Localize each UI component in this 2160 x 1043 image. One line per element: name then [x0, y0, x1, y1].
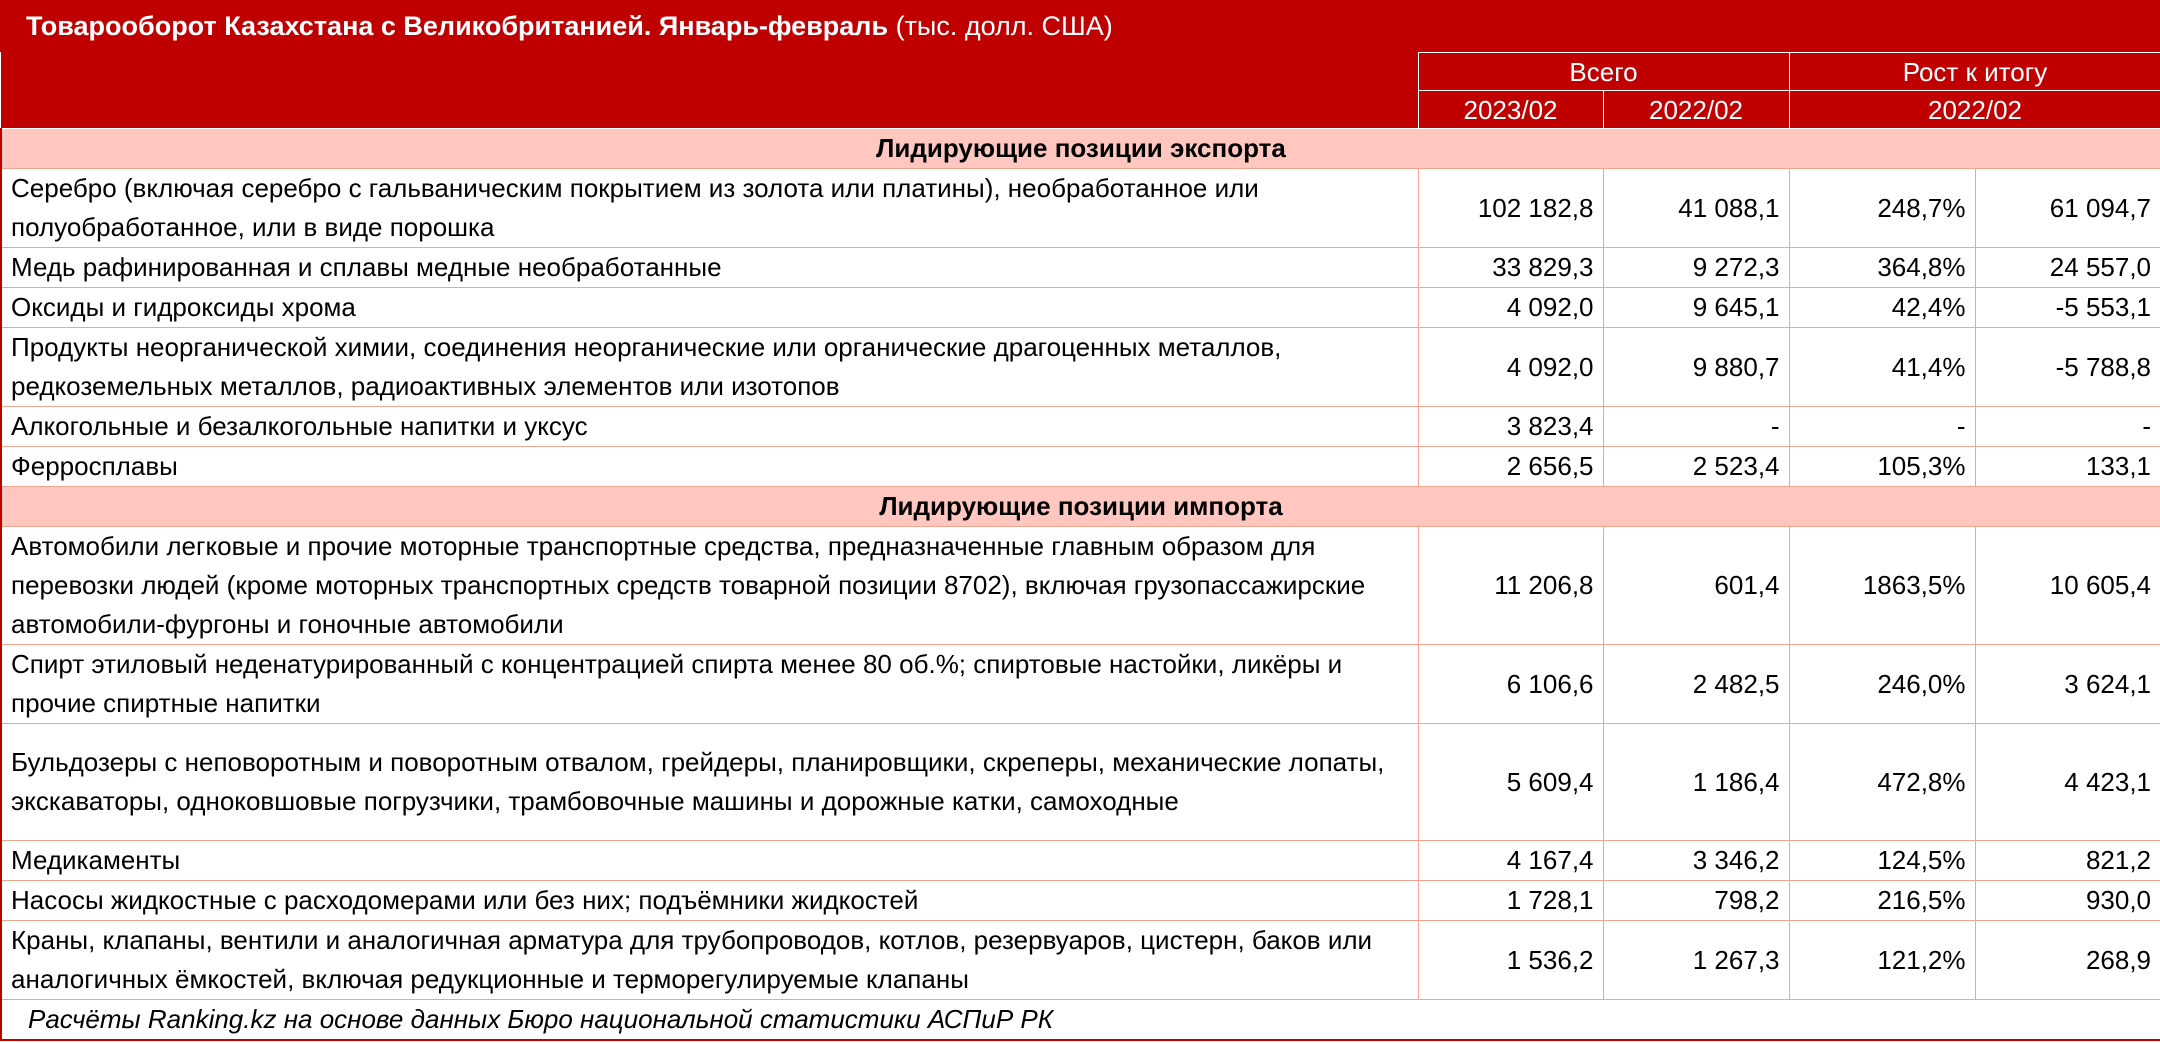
growth-diff-cell: 3 624,1: [1975, 645, 2160, 724]
growth-diff-cell: -5 788,8: [1975, 328, 2160, 407]
growth-percent-cell: 248,7%: [1789, 169, 1975, 248]
value-2023-cell: 102 182,8: [1418, 169, 1603, 248]
value-2022-cell: 798,2: [1603, 881, 1789, 921]
table-row: [1, 407, 2160, 447]
value-2023-cell: 2 656,5: [1418, 447, 1603, 487]
value-2022-cell: 1 267,3: [1603, 921, 1789, 1000]
header-growth-year: 2022/02: [1789, 91, 2160, 129]
value-2023-cell: 4 092,0: [1418, 288, 1603, 328]
table-row: [1, 248, 2160, 288]
growth-percent-cell: 105,3%: [1789, 447, 1975, 487]
table-title: [0, 0, 2160, 52]
section-header-import: [1, 487, 2160, 527]
value-2023-cell: 4 092,0: [1418, 328, 1603, 407]
value-2023-cell: 4 167,4: [1418, 841, 1603, 881]
product-name-cell: Насосы жидкостные с расходомерами или без них; подъёмники жидкостей: [1, 881, 1418, 921]
growth-diff-cell: 930,0: [1975, 881, 2160, 921]
value-2022-cell: 9 880,7: [1603, 328, 1789, 407]
header-year-2022: 2022/02: [1603, 91, 1789, 129]
growth-percent-cell: 1863,5%: [1789, 527, 1975, 645]
section-label: Лидирующие позиции импорта: [1, 487, 2160, 527]
header-growth: Рост к итогу: [1789, 53, 2160, 91]
value-2022-cell: 1 186,4: [1603, 724, 1789, 841]
value-2022-cell: 2 482,5: [1603, 645, 1789, 724]
product-name-cell: Медь рафинированная и сплавы медные необработанные: [1, 248, 1418, 288]
growth-diff-cell: -: [1975, 407, 2160, 447]
table-row: [1, 724, 2160, 841]
value-2022-cell: 3 346,2: [1603, 841, 1789, 881]
table-title-main: Товарооборот Казахстана с Великобританией. Январь-февраль: [26, 11, 889, 41]
table-row: [1, 841, 2160, 881]
growth-percent-cell: 121,2%: [1789, 921, 1975, 1000]
value-2023-cell: 5 609,4: [1418, 724, 1603, 841]
growth-diff-cell: 24 557,0: [1975, 248, 2160, 288]
value-2023-cell: 1 728,1: [1418, 881, 1603, 921]
product-name-cell: Спирт этиловый неденатурированный с концентрацией спирта менее 80 об.%; спиртовые настойки, ликёры и прочие спиртные напитки: [1, 645, 1418, 724]
growth-percent-cell: 246,0%: [1789, 645, 1975, 724]
table-row: [1, 921, 2160, 1000]
value-2023-cell: 6 106,6: [1418, 645, 1603, 724]
table-row: [1, 645, 2160, 724]
growth-diff-cell: 4 423,1: [1975, 724, 2160, 841]
header-year-2023: 2023/02: [1418, 91, 1603, 129]
growth-diff-cell: 268,9: [1975, 921, 2160, 1000]
header-total: Всего: [1418, 53, 1789, 91]
product-name-cell: Ферросплавы: [1, 447, 1418, 487]
section-label: Лидирующие позиции экспорта: [1, 129, 2160, 169]
growth-diff-cell: 821,2: [1975, 841, 2160, 881]
value-2022-cell: -: [1603, 407, 1789, 447]
table-row: [1, 881, 2160, 921]
growth-percent-cell: 41,4%: [1789, 328, 1975, 407]
trade-table: [0, 52, 2160, 1041]
value-2023-cell: 3 823,4: [1418, 407, 1603, 447]
growth-percent-cell: 472,8%: [1789, 724, 1975, 841]
growth-percent-cell: 124,5%: [1789, 841, 1975, 881]
growth-percent-cell: 42,4%: [1789, 288, 1975, 328]
growth-percent-cell: 216,5%: [1789, 881, 1975, 921]
growth-percent-cell: -: [1789, 407, 1975, 447]
product-name-cell: Серебро (включая серебро с гальваническим покрытием из золота или платины), необработанное или полуобработанное, или в виде порошка: [1, 169, 1418, 248]
product-name-cell: Автомобили легковые и прочие моторные транспортные средства, предназначенные главным образом для перевозки людей (кроме моторных транспортных средств товарной позиции 8702), включая грузопассажирские автомобили-фургоны и гоночные автомобили: [1, 527, 1418, 645]
product-name-cell: Медикаменты: [1, 841, 1418, 881]
value-2023-cell: 1 536,2: [1418, 921, 1603, 1000]
product-name-cell: Оксиды и гидроксиды хрома: [1, 288, 1418, 328]
growth-diff-cell: 133,1: [1975, 447, 2160, 487]
table-row: [1, 169, 2160, 248]
growth-percent-cell: 364,8%: [1789, 248, 1975, 288]
value-2022-cell: 9 272,3: [1603, 248, 1789, 288]
header-blank: [1, 53, 1418, 129]
value-2023-cell: 11 206,8: [1418, 527, 1603, 645]
value-2023-cell: 33 829,3: [1418, 248, 1603, 288]
product-name-cell: Алкогольные и безалкогольные напитки и уксус: [1, 407, 1418, 447]
value-2022-cell: 601,4: [1603, 527, 1789, 645]
value-2022-cell: 41 088,1: [1603, 169, 1789, 248]
table-row: [1, 328, 2160, 407]
growth-diff-cell: -5 553,1: [1975, 288, 2160, 328]
product-name-cell: Краны, клапаны, вентили и аналогичная арматура для трубопроводов, котлов, резервуаров, цистерн, баков или аналогичных ёмкостей, включая редукционные и терморегулируемые клапаны: [1, 921, 1418, 1000]
table-row: [1, 447, 2160, 487]
footnote: Расчёты Ranking.kz на основе данных Бюро национальной статистики АСПиР РК: [1, 1000, 2160, 1041]
value-2022-cell: 2 523,4: [1603, 447, 1789, 487]
table-row: [1, 288, 2160, 328]
product-name-cell: Продукты неорганической химии, соединения неорганические или органические драгоценных металлов, редкоземельных металлов, радиоактивных элементов или изотопов: [1, 328, 1418, 407]
growth-diff-cell: 61 094,7: [1975, 169, 2160, 248]
table-row: [1, 527, 2160, 645]
growth-diff-cell: 10 605,4: [1975, 527, 2160, 645]
product-name-cell: Бульдозеры с неповоротным и поворотным отвалом, грейдеры, планировщики, скреперы, механические лопаты, экскаваторы, одноковшовые погрузчики, трамбовочные машины и дорожные катки, самоходные: [1, 724, 1418, 841]
section-header-export: [1, 129, 2160, 169]
footnote-row: [1, 1000, 2160, 1041]
table-title-unit: (тыс. долл. США): [895, 11, 1113, 41]
value-2022-cell: 9 645,1: [1603, 288, 1789, 328]
